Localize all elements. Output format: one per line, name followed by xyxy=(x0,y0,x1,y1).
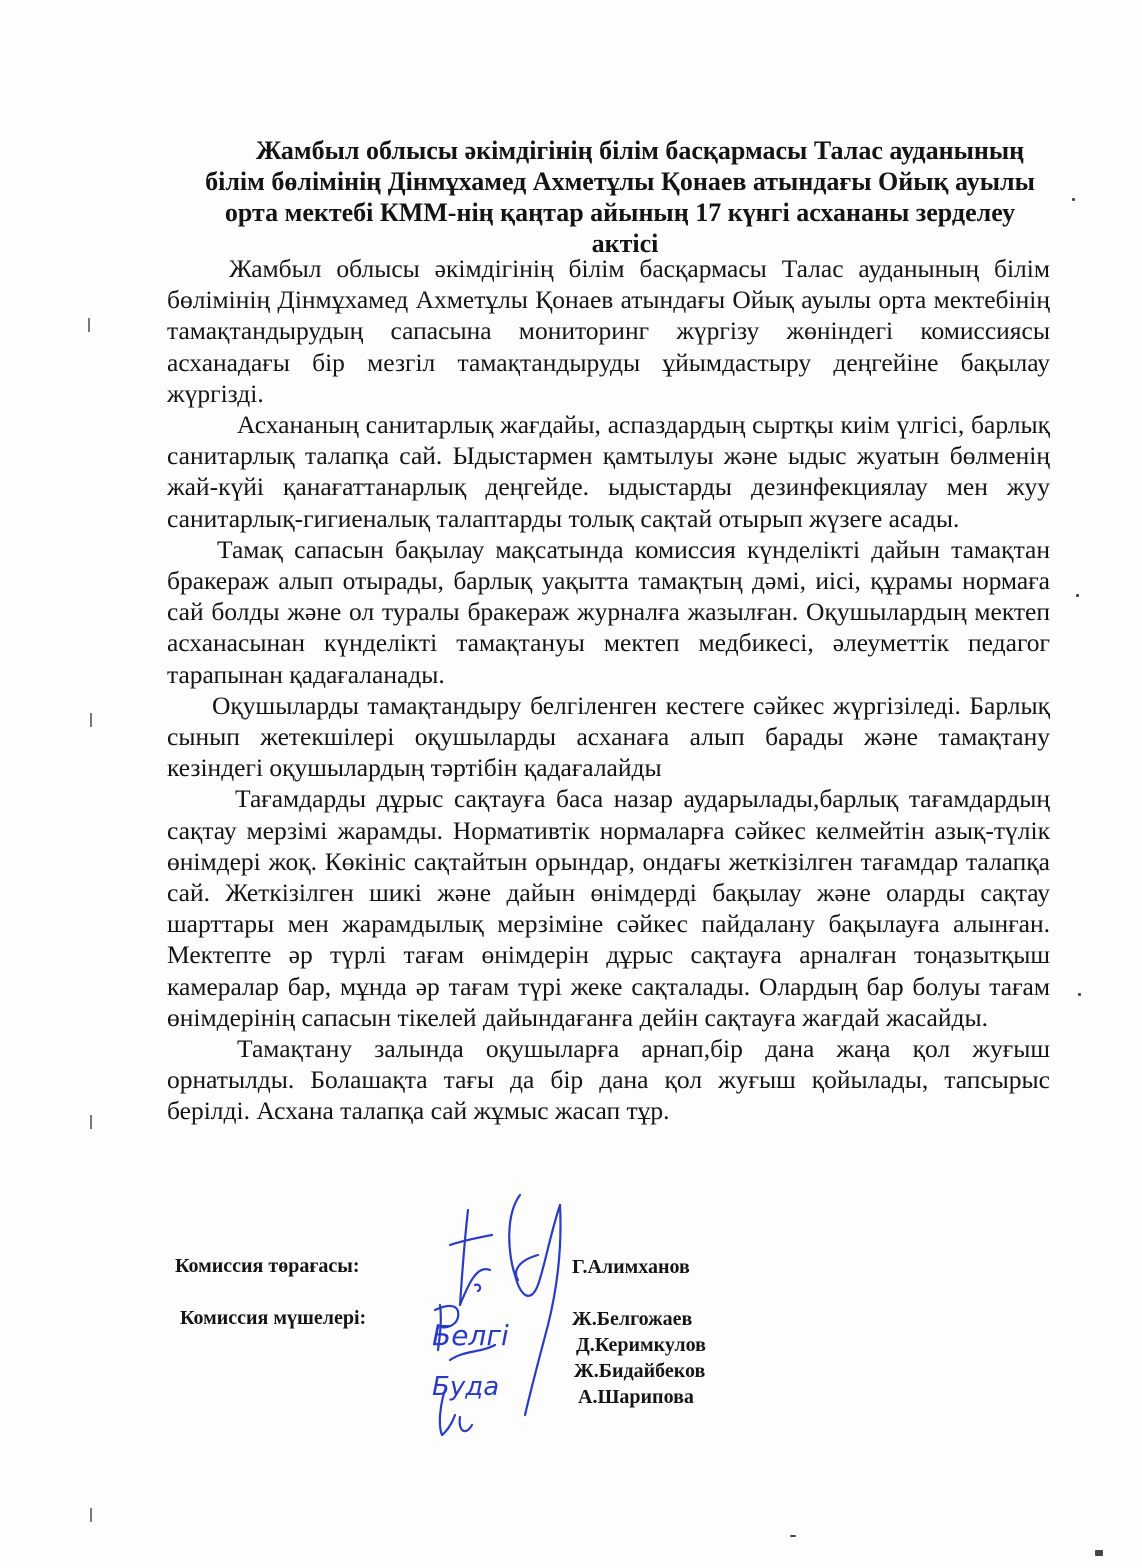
member-name: Д.Керимкулов xyxy=(576,1334,706,1356)
scan-mark xyxy=(90,713,92,727)
scan-speck xyxy=(1095,1550,1103,1556)
members-label: Комиссия мүшелері: xyxy=(180,1307,367,1329)
paragraph: Оқушыларды тамақтандыру белгіленген кестеге сәйкес жүргізіледі. Барлық сынып жетекшілері оқушыларды асханаға алып барады және тамақтану кезіндегі оқушылардың тәртібін қадағалайды xyxy=(167,690,1050,783)
scan-mark xyxy=(88,318,90,332)
scan-speck xyxy=(1072,198,1075,201)
title-line: Жамбыл облысы әкімдігінің білім басқармасы Талас ауданының xyxy=(255,136,1025,165)
title-line: білім бөлімінің Дінмұхамед Ахметұлы Қонаев атындағы Ойық ауылы xyxy=(205,167,1035,196)
chair-label: Комиссия төрағасы: xyxy=(175,1255,360,1277)
scan-speck xyxy=(1076,594,1079,597)
paragraph: Тағамдарды дұрыс сақтауға баса назар аударылады,барлық тағамдардың сақтау мерзімі жарамды. Нормативтік нормаларға сәйкес келмейтін азық-түлік өнімдері жоқ. Көкініс сақтайтын орындар, ондағы жеткізілген тағамдар талапқа сай. Жеткізілген шикі және дайын өнімдерді бақылау және оларды сақтау шарттары мен жарамдылық мерзіміне сәйкес пайдалану бақылауға алынған. Мектепте әр түрлі тағам өнімдерін дұрыс сақтауға арналған тоңазытқыш камералар бар, мұнда әр тағам түрі жеке сақталады. Олардың бар болуы тағам өнімдерінің сапасын тікелей дайындағанға дейін сақтауға жағдай жасайды. xyxy=(167,784,1050,1032)
member-name: А.Шарипова xyxy=(578,1386,694,1408)
paragraph: Тамақтану залында оқушыларға арнап,бір дана жаңа қол жуғыш орнатылды. Болашақта тағы да бір дана қол жуғыш қойылады, тапсырыс берілді. Асхана талапқа сай жұмыс жасап тұр. xyxy=(167,1034,1050,1126)
handwritten-signatures xyxy=(420,1185,600,1445)
scan-mark xyxy=(90,1508,92,1522)
paragraph: Жамбыл облысы әкімдігінің білім басқармасы Талас ауданының білім бөлімінің Дінмұхамед Ахметұлы Қонаев атындағы Ойық ауылы орта мектебінің тамақтандырудың сапасына мониторинг жүргізу жөніндегі комиссиясы асханадағы бір мезгіл тамақтандыруды ұйымдастыру деңгейіне бақылау жүргізді. xyxy=(167,254,1050,408)
signature-text: Белгі xyxy=(432,1319,509,1352)
title-line: орта мектебі КММ-нің қаңтар айының 17 күнгі асхананы зерделеу xyxy=(224,198,1016,227)
scan-mark xyxy=(90,1115,92,1129)
document-title xyxy=(160,135,1080,259)
member-name: Ж.Бидайбеков xyxy=(574,1360,706,1382)
scan-speck xyxy=(1078,993,1081,996)
chair-name: Г.Алимханов xyxy=(572,1256,690,1278)
member-name: Ж.Белгожаев xyxy=(572,1308,693,1330)
signature-text: Буда xyxy=(432,1372,500,1402)
paragraph: Тамақ сапасын бақылау мақсатында комиссия күнделікті дайын тамақтан бракераж алып отырады, барлық уақытта тамақтың дәмі, иісі, құрамы нормаға сай болды және ол туралы бракераж журналға жазылған. Оқушылардың мектеп асханасынан күнделікті тамақтануы мектеп медбикесі, әлеуметтік педагог тарапынан қадағаланады. xyxy=(167,534,1050,689)
title-line: актісі xyxy=(591,229,659,258)
document-body xyxy=(167,253,1050,1127)
scan-speck xyxy=(790,1535,796,1537)
paragraph: Асхананың санитарлық жағдайы, аспаздардың сыртқы киім үлгісі, барлық санитарлық талапқа сай. Ыдыстармен қамтылуы және ыдыс жуатын бөлменің жай-күйі қанағаттанарлық деңгейде. ыдыстарды дезинфекциялау мен жуу санитарлық-гигиеналық талаптарды толық сақтай отырып жүзеге асады. xyxy=(167,410,1050,533)
